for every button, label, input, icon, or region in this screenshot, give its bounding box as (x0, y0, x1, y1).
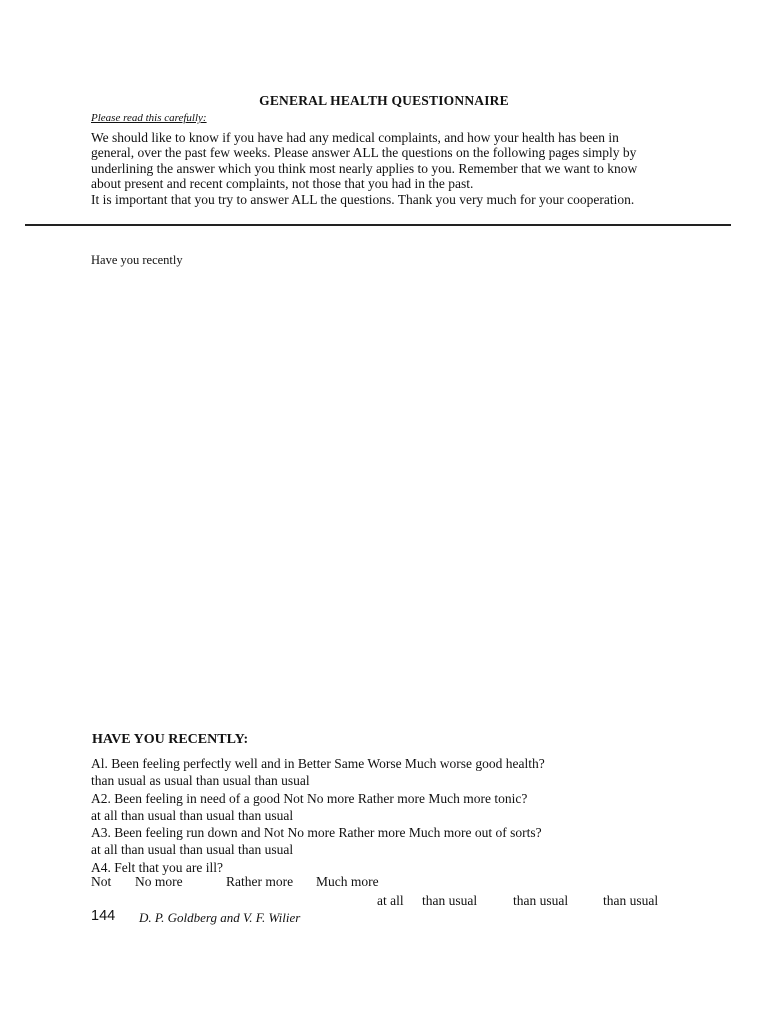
intro-paragraph (91, 130, 637, 207)
author-credit: D. P. Goldberg and V. F. Wilier (139, 910, 301, 925)
have-you-recently-label: Have you recently (91, 253, 183, 267)
a4-option-at-all: at all (377, 893, 404, 908)
a4-option-not: Not (91, 874, 112, 889)
a4-option-no-more: No more (135, 874, 183, 889)
answer-options-a2: at all than usual than usual than usual (91, 807, 294, 823)
a4-option-than-usual: than usual (422, 893, 478, 908)
intro-line: We should like to know if you have had any medical complaints, and how your health has been in (91, 130, 619, 145)
question-a4: A4. Felt that you are ill? (91, 859, 223, 875)
intro-line: underlining the answer which you think most nearly applies to you. Remember that we want to know (91, 160, 638, 176)
a4-option-than-usual: than usual (513, 893, 569, 908)
intro-line: about present and recent complaints, not those that you had in the past. (91, 176, 474, 192)
read-carefully-note: Please read this carefully: (91, 112, 207, 124)
page-number: 144 (91, 908, 116, 924)
question-a1: Al. Been feeling perfectly well and in Better Same Worse Much worse good health? (91, 756, 545, 771)
intro-line: It is important that you try to answer ALL the questions. Thank you very much for your cooperation. (91, 191, 635, 207)
horizontal-divider (25, 224, 731, 226)
section-heading: HAVE YOU RECENTLY: (92, 732, 249, 747)
answer-options-a3: at all than usual than usual than usual (91, 842, 294, 858)
a4-option-rather-more: Rather more (226, 874, 294, 889)
page-title: GENERAL HEALTH QUESTIONNAIRE (259, 93, 509, 108)
question-list (91, 755, 545, 876)
a4-option-much-more: Much more (316, 874, 379, 889)
question-a3: A3. Been feeling run down and Not No more Rather more Much more out of sorts? (91, 825, 542, 841)
intro-line: general, over the past few weeks. Please answer ALL the questions on the following pages simply by (91, 145, 637, 161)
question-a2: A2. Been feeling in need of a good Not No more Rather more Much more tonic? (91, 790, 528, 806)
a4-option-than-usual: than usual (603, 893, 659, 908)
answer-options-a1: than usual as usual than usual than usual (91, 773, 310, 789)
